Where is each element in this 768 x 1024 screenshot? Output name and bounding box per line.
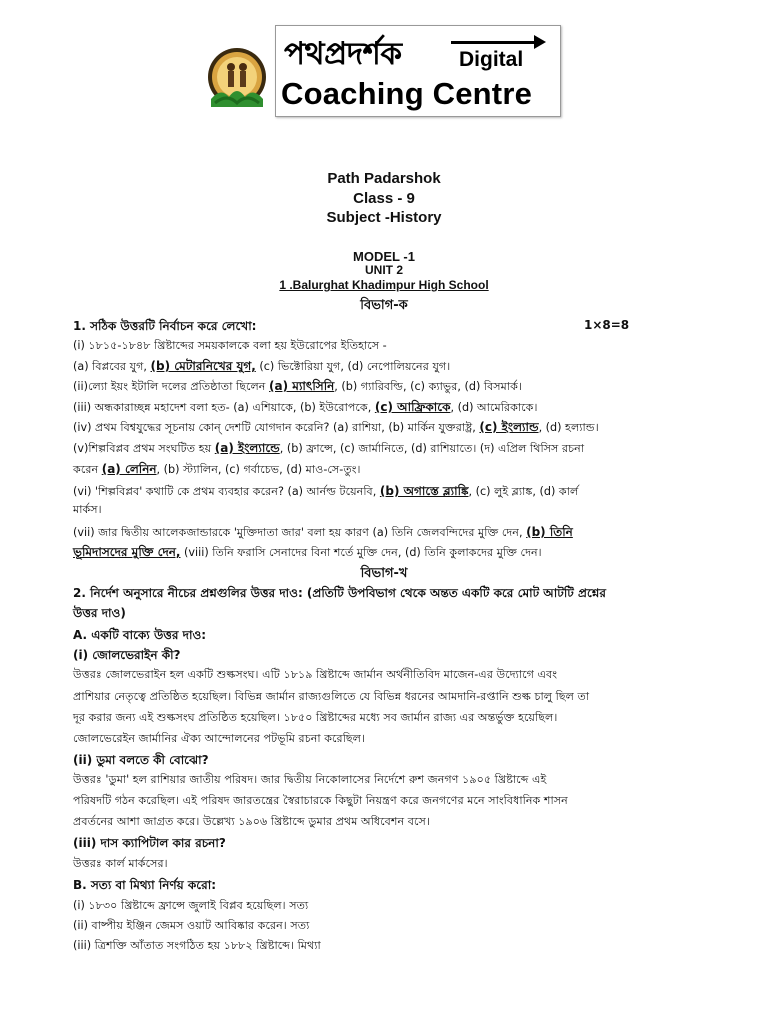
brand-name-digital: Digital: [459, 48, 524, 71]
mcq-text: , (d) হল্যান্ড।: [538, 421, 599, 434]
mcq-line: [73, 439, 701, 458]
mcq-text: , (c) লুই ব্ল্যাঙ্ক, (d) কার্ল: [468, 485, 579, 498]
doc-unit: UNIT 2: [364, 263, 403, 277]
question: (i) জোলভেরাইন কী?: [73, 648, 181, 662]
doc-model: MODEL -1: [353, 249, 415, 264]
mcq-text: (vii) জার দ্বিতীয় আলেকজান্ডারকে 'মুক্তিদাতা জার' বলা হয় কারণ (a) তিনি জেলবন্দিদের মুক্তি দেন,: [73, 526, 527, 539]
mcq-line: [73, 377, 701, 396]
q2-heading: 2. নির্দেশ অনুসারে নীচের প্রশ্নগুলির উত্তর দাও: (প্রতিটি উপবিভাগ থেকে অন্তত একটি করে মোট আটটি প্রশ্নের: [73, 586, 606, 600]
mcq-line: [73, 523, 701, 542]
mcq-line: (i) ১৮১৫-১৮৪৮ খ্রিষ্টাব্দের সময়কালকে বলা হয় ইউরোপের ইতিহাসে -: [73, 339, 387, 352]
school-emblem-icon: [205, 47, 269, 111]
mcq-answer: ভূমিদাসদের মুক্তি দেন,: [73, 545, 181, 559]
answer-line: দূর করার জন্য এই শুল্কসংঘ প্রতিষ্ঠিত হয়েছিল। ১৮৫০ খ্রিষ্টাব্দের মধ্যে সব জার্মান রাজ্য এর অন্তর্ভুক্ত হয়েছিল।: [73, 711, 558, 724]
q2-heading-cont: উত্তর দাও): [73, 606, 126, 620]
mcq-text: , (b) ফ্রান্সে, (c) জার্মানিতে, (d) রাশিয়াতে। (দ) এপ্রিল থিসিস রচনা: [279, 442, 585, 455]
mcq-answer: (a) লেনিন: [101, 462, 157, 476]
question: (iii) দাস ক্যাপিটাল কার রচনা?: [73, 836, 226, 850]
mcq-answer: (a) ইংল্যান্ডে: [214, 441, 280, 455]
answer-line: উত্তরঃ কার্ল মার্কসের।: [73, 857, 168, 870]
mcq-text: করেন: [73, 463, 102, 476]
school-name: 1 .Balurghat Khadimpur High School: [279, 278, 489, 292]
q1-heading: 1. সঠিক উত্তরটি নির্বাচন করে লেখো:: [73, 319, 257, 333]
mcq-line: [73, 543, 701, 562]
doc-name: Path Padarshok: [327, 170, 441, 187]
mcq-line: [73, 482, 701, 501]
arrow-line: [451, 41, 539, 44]
mcq-text: (vi) 'শিল্পবিপ্লব' কথাটি কে প্রথম ব্যবহার করেন? (a) আর্নল্ড টয়েনবি,: [73, 485, 380, 498]
mcq-line: মার্কস।: [73, 503, 102, 516]
mcq-text: (c) ভিক্টোরিয়া যুগ, (d) নেপোলিয়নের যুগ।: [255, 360, 451, 373]
mcq-line: [73, 357, 701, 376]
answer-line: পরিষদটি গঠন করেছিল। এই পরিষদ জারতন্ত্রের স্বৈরাচারকে কিছুটা নিয়ন্ত্রণ করে জনগণের মনে সাংবিধানিক শাসন: [73, 794, 568, 807]
mcq-answer: (b) অগাস্তে ব্ল্যাঙ্কি: [379, 484, 469, 498]
mcq-text: (v)শিল্পবিপ্লব প্রথম সংঘটিত হয়: [73, 442, 215, 455]
mcq-answer: (c) আফ্রিকাকে: [374, 400, 451, 414]
brand-name-bengali: পথপ্রদর্শক: [284, 36, 402, 72]
mcq-answer: (a) ম্যাৎসিনি: [269, 379, 335, 393]
mcq-text: (iii) অন্ধকারাচ্ছন্ন মহাদেশ বলা হত- (a) এশিয়াকে, (b) ইউরোপকে,: [73, 401, 375, 414]
doc-school: [0, 278, 768, 292]
mcq-line: [73, 398, 701, 417]
answer-line: প্রবর্তনের আশা জাগ্রত করে। উল্লেখ্য ১৯০৬ খ্রিষ্টাব্দে ডুমার প্রথম অধিবেশন বসে।: [73, 815, 430, 828]
brand-name-sub: Coaching Centre: [281, 76, 533, 111]
mcq-answer: (b) মেটারনিখের যুগ,: [150, 359, 256, 373]
section-a-title: বিভাগ-ক: [360, 298, 408, 313]
mcq-text: , (b) স্ট্যালিন, (c) গর্বাচেভ, (d) মাও-সে-তুং।: [156, 463, 361, 476]
q1-marks: 1×8=8: [584, 318, 630, 332]
mcq-text: (viii) তিনি ফরাসি সেনাদের বিনা শর্তে মুক্তি দেন, (d) তিনি কুলাকদের মুক্তি দেন।: [180, 546, 542, 559]
section-b-title: বিভাগ-খ: [360, 566, 408, 581]
true-false-item: (ii) বাষ্পীয় ইঞ্জিন জেমস ওয়াট আবিষ্কার করেন। সত্য: [73, 919, 310, 932]
doc-class: Class - 9: [353, 190, 415, 207]
mcq-text: (ii)ল্যো ইয়ং ইটালি দলের প্রতিষ্ঠাতা ছিলেন: [73, 380, 270, 393]
mcq-answer: (b) তিনি: [526, 525, 573, 539]
mcq-line: [73, 460, 701, 479]
answer-line: প্রাশিয়ার নেতৃত্বে প্রতিষ্ঠিত হয়েছিল। বিভিন্ন জার্মান রাজ্যগুলিতে যে বিভিন্ন ধরনের আমদানি-রপ্তানি শুল্ক চালু ছিল তা: [73, 690, 590, 703]
question: (ii) ডুমা বলতে কী বোঝো?: [73, 753, 209, 767]
arrow-right-icon: [534, 35, 546, 49]
brand-logo-box: [275, 25, 561, 117]
mcq-text: (iv) প্রথম বিশ্বযুদ্ধের সূচনায় কোন্ দেশটি যোগদান করেনি? (a) রাশিয়া, (b) মার্কিন যুক্তরাষ্ট্র,: [73, 421, 480, 434]
brand-banner: [205, 25, 559, 117]
true-false-item: (iii) ত্রিশক্তি আঁতাত সংগঠিত হয় ১৮৮২ খ্রিষ্টাব্দে। মিথ্যা: [73, 939, 321, 952]
answer-line: জোলভেরেইন জার্মানির ঐক্য আন্দোলনের পটভূমি রচনা করেছিল।: [73, 732, 366, 745]
mcq-text: , (b) গ্যারিবল্ডি, (c) ক্যাভুর, (d) বিসমার্ক।: [334, 380, 522, 393]
mcq-text: (a) বিপ্লবের যুগ,: [73, 360, 151, 373]
true-false-item: (i) ১৮৩০ খ্রিষ্টাব্দে ফ্রান্সে জুলাই বিপ্লব হয়েছিল। সত্য: [73, 899, 309, 912]
mcq-answer: (c) ইংল্যান্ড: [479, 420, 539, 434]
mcq-line: [73, 418, 701, 437]
part-b-heading: B. সত্য বা মিথ্যা নির্ণয় করো:: [73, 878, 217, 892]
mcq-text: , (d) আমেরিকাকে।: [450, 401, 538, 414]
part-a-heading: A. একটি বাক্যে উত্তর দাও:: [73, 628, 207, 642]
answer-line: উত্তরঃ জোলভেরাইন হল একটি শুল্কসংঘ। এটি ১৮১৯ খ্রিষ্টাব্দে জার্মান অর্থনীতিবিদ মাজেন-এর উদ্যোগে এবং: [73, 668, 558, 681]
doc-subject: Subject -History: [326, 209, 442, 226]
answer-line: উত্তরঃ 'ডুমা' হল রাশিয়ার জাতীয় পরিষদ। জার দ্বিতীয় নিকোলাসের নির্দেশে রুশ জনগণ ১৯০৫ খ্রিষ্টাব্দে এই: [73, 773, 547, 786]
